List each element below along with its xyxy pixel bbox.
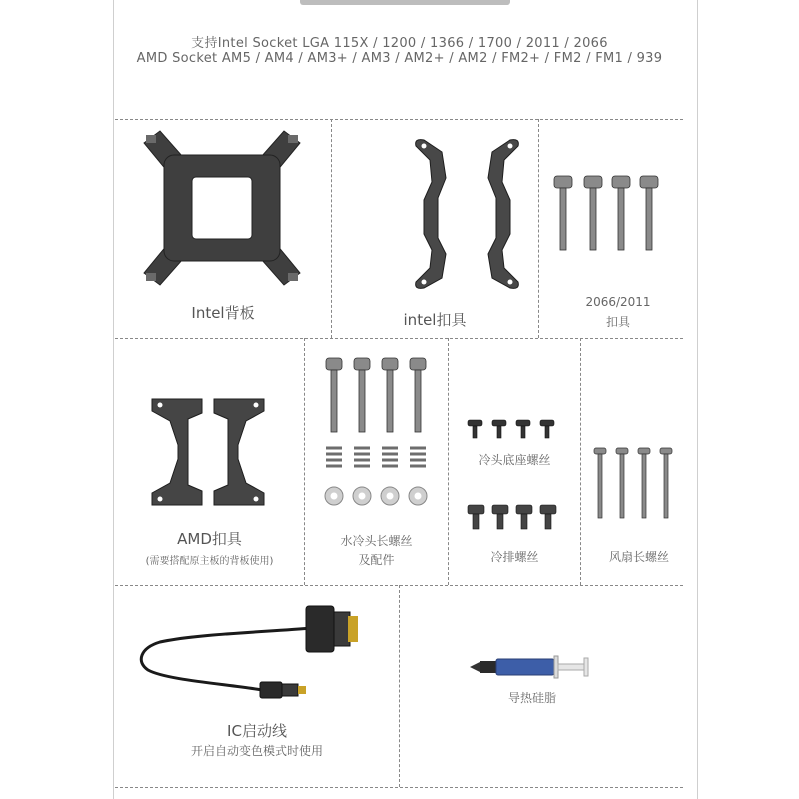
base-screws-label: 冷头底座螺丝 bbox=[478, 453, 551, 467]
amd-support-line: AMD Socket AM5 / AM4 / AM3+ / AM3 / AM2+ / AM2 / FM2+ / FM2 / FM1 / 939 bbox=[136, 51, 663, 66]
intel-backplate-label: Intel背板 bbox=[191, 304, 255, 322]
fan-screws-label: 风扇长螺丝 bbox=[608, 550, 669, 564]
intel-support-line: 支持Intel Socket LGA 115X / 1200 / 1366 / 1700 / 2011 / 2066 bbox=[191, 36, 608, 51]
pump-screws-image bbox=[322, 356, 432, 508]
bracket-2066-sublabel: 扣具 bbox=[605, 315, 630, 329]
ic-cable-note: 开启自动变色模式时使用 bbox=[190, 744, 323, 758]
amd-bracket-image bbox=[148, 393, 268, 511]
thermal-paste-label: 导热硅脂 bbox=[507, 691, 556, 705]
thermal-paste-image bbox=[470, 652, 594, 682]
intel-backplate-image bbox=[132, 125, 312, 290]
grid-line-mid1 bbox=[115, 338, 683, 339]
ic-cable-label: IC启动线 bbox=[227, 722, 287, 740]
amd-bracket-note: (需要搭配原主板的背板使用) bbox=[145, 556, 274, 567]
screws-2066-image bbox=[552, 172, 664, 252]
ic-cable-image bbox=[136, 598, 362, 706]
pump-screws-sublabel: 及配件 bbox=[358, 553, 395, 567]
intel-bracket-image bbox=[412, 138, 522, 290]
amd-bracket-label: AMD扣具 bbox=[177, 530, 242, 548]
grid-line-bottom bbox=[115, 787, 683, 788]
grid-line-top bbox=[115, 119, 683, 120]
pump-screws-label: 水冷头长螺丝 bbox=[340, 534, 413, 548]
intel-bracket-label: intel扣具 bbox=[403, 311, 467, 329]
radiator-screws-image bbox=[466, 503, 558, 531]
radiator-screws-label: 冷排螺丝 bbox=[490, 550, 539, 564]
fan-screws-image bbox=[592, 446, 674, 520]
grid-divider bbox=[331, 119, 332, 338]
base-screws-image bbox=[466, 418, 558, 440]
bracket-2066-label: 2066/2011 bbox=[585, 295, 651, 309]
cropped-heading bbox=[300, 0, 510, 5]
page-left-border bbox=[113, 0, 114, 799]
grid-divider bbox=[399, 585, 400, 787]
page-right-border bbox=[697, 0, 698, 799]
